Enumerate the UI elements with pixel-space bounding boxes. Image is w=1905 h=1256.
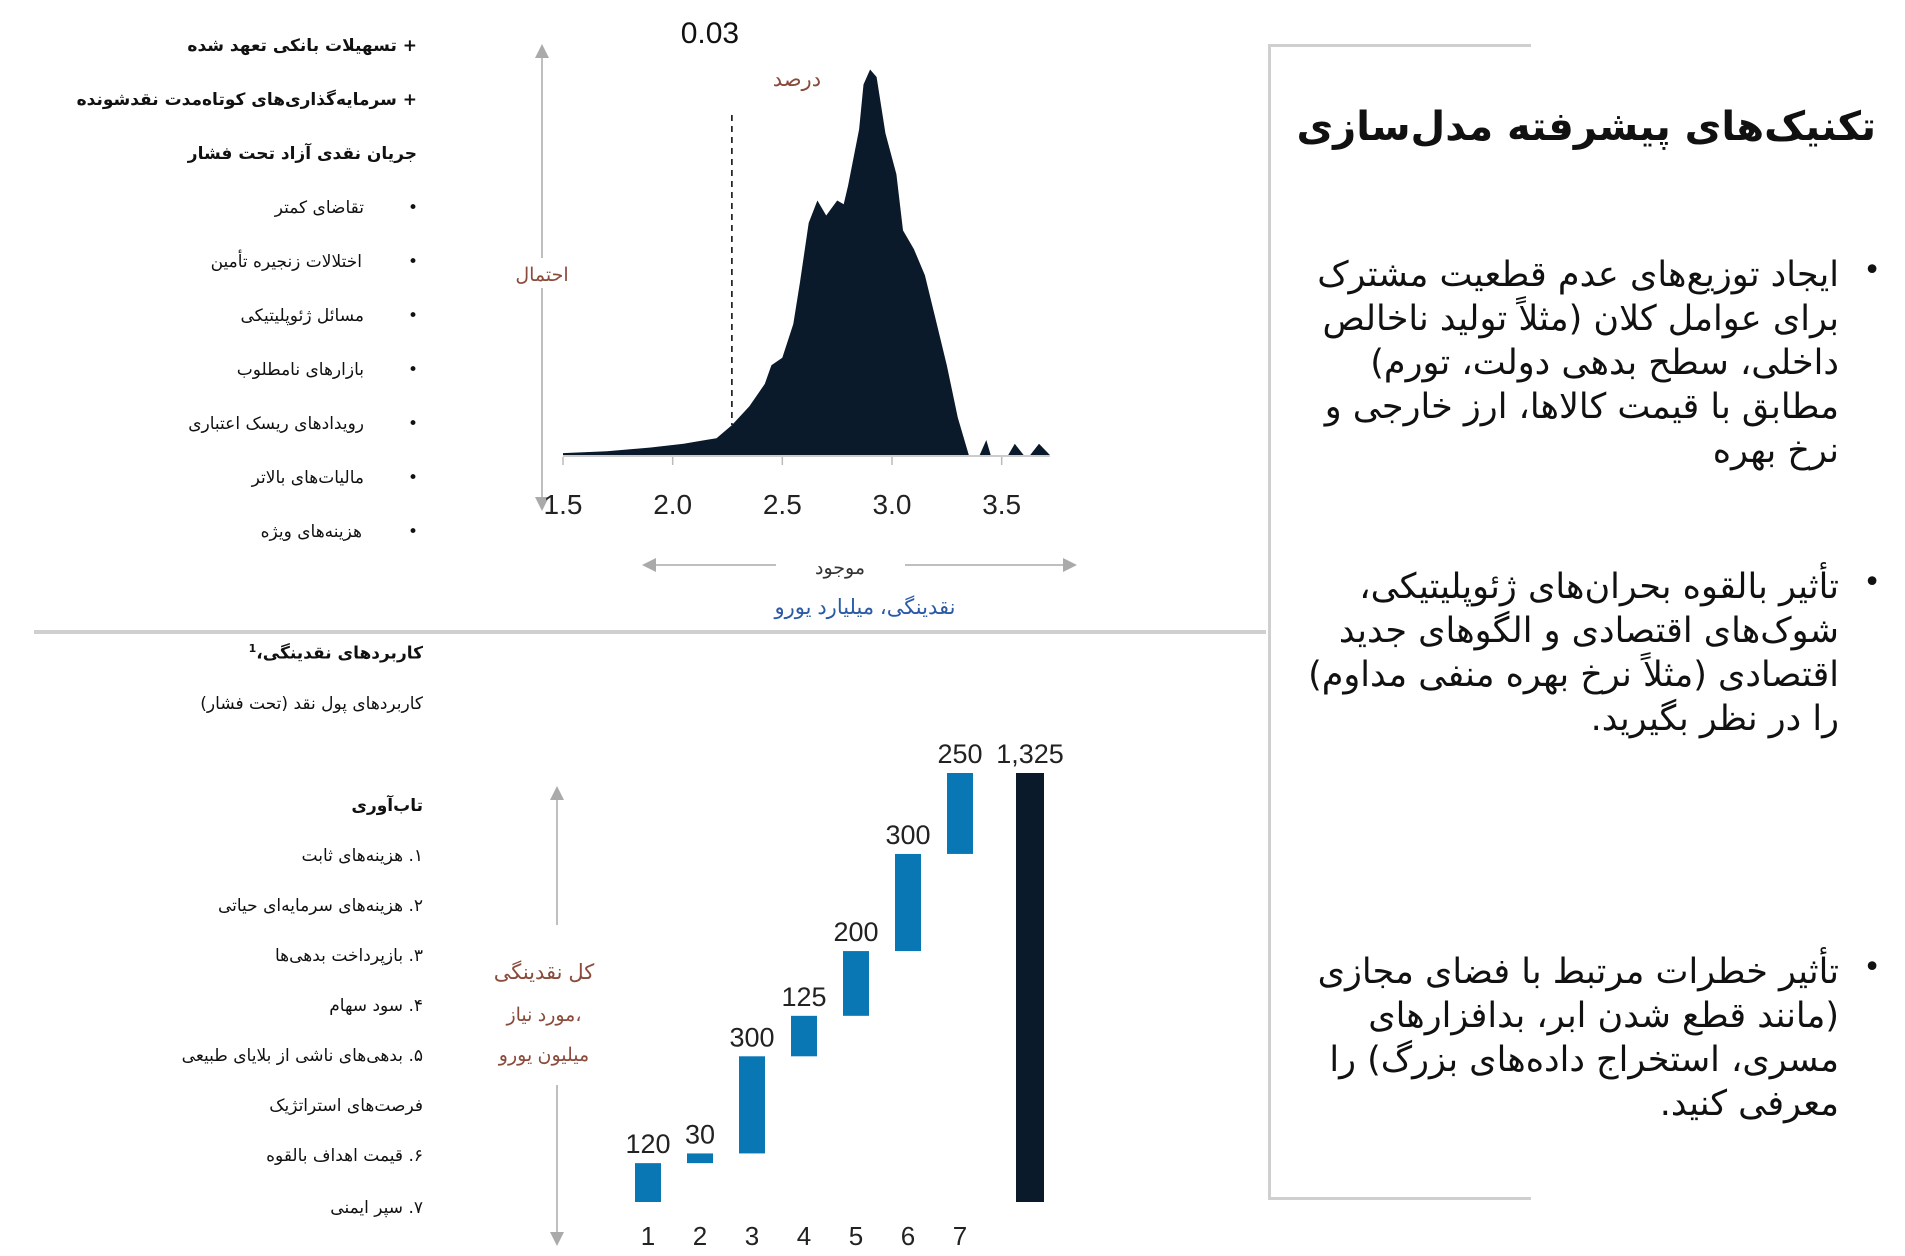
bar-value-label: 200 [833, 917, 879, 948]
page-title: تکنیک‌های پیشرفته مدل‌سازی [1296, 104, 1876, 150]
x-tick-label: 2.5 [762, 489, 802, 520]
bar-value-label: 125 [781, 981, 827, 1012]
waterfall-bar [687, 1153, 713, 1163]
waterfall-bar [791, 1016, 817, 1056]
list-item: اختلالات زنجیره تأمین [210, 252, 362, 272]
required-liquidity-label-line3: میلیون یورو [498, 1045, 590, 1066]
waterfall-bar [895, 854, 921, 951]
list-item: رویدادهای ریسک اعتباری [188, 414, 364, 434]
x-tick-label: 1.5 [543, 489, 583, 520]
bullet-dot: • [408, 360, 419, 380]
list-item: ۱. هزینه‌های ثابت [301, 846, 423, 866]
bullet-marker: • [1863, 565, 1881, 600]
list-item: مالیات‌های بالاتر [251, 468, 364, 488]
liquidity-uses-header: کاربردهای نقدینگی،$^1$ [248, 642, 423, 664]
list-item: ۳. بازپرداخت بدهی‌ها [274, 946, 423, 966]
bullet-dot: • [408, 252, 419, 272]
available-label: موجود [814, 558, 866, 579]
list-item: فرصت‌های استراتژیک [269, 1096, 423, 1116]
list-item: ۲. هزینه‌های سرمایه‌ای حیاتی [217, 896, 423, 916]
list-item: تقاضای کمتر [274, 198, 364, 218]
waterfall-bar [635, 1163, 661, 1202]
bar-value-label: 250 [937, 739, 983, 769]
waterfall-bars [625, 739, 1063, 1251]
category-label: 3 [744, 1221, 760, 1251]
list-item: ۶. قیمت اهداف بالقوه [266, 1146, 423, 1166]
x-tick-label: 2.0 [653, 489, 693, 520]
bar-value-label: 120 [625, 1129, 671, 1160]
required-liquidity-label-line1: کل نقدینگی [493, 961, 595, 984]
liquidity-waterfall-chart [480, 640, 1100, 1256]
bullet-dot: • [408, 414, 419, 434]
bullet-dot: • [408, 306, 419, 326]
short-term-investments-label: + سرمایه‌گذاری‌های کوتاه‌مدت نقدشونده [76, 90, 417, 110]
waterfall-bar [843, 951, 869, 1016]
x-tick-label: 3.0 [872, 489, 912, 520]
bullet-dot: • [408, 522, 419, 542]
bullet-item-1: ایجاد توزیع‌های عدم قطعیت مشترک برای عوامل کلان (مثلاً تولید ناخالص داخلی، سطح بدهی دولت، تورم) مطابق با قیمت کالاها، ارز خارجی و نرخ بهره [1317, 255, 1839, 471]
category-label: 5 [848, 1221, 864, 1251]
x-axis-title: نقدینگی، میلیارد یورو [774, 596, 956, 619]
annotation-label: درصد [772, 68, 822, 91]
bar-value-label: 300 [729, 1022, 775, 1053]
list-item: ۷. سپر ایمنی [330, 1198, 423, 1218]
cash-uses-subheader: کاربردهای پول نقد (تحت فشار) [200, 694, 423, 714]
category-label: 2 [692, 1221, 708, 1251]
bullet-marker: • [1863, 253, 1881, 288]
category-label: 1 [640, 1221, 656, 1251]
category-label: 7 [952, 1221, 968, 1251]
stressed-fcf-label: جریان نقدی آزاد تحت فشار [187, 144, 417, 164]
bar-value-label: 300 [885, 819, 931, 850]
bullet-marker: • [1863, 950, 1881, 985]
bullet-dot: • [408, 198, 419, 218]
distribution-area [563, 70, 1050, 456]
liquidity-distribution-chart [480, 0, 1100, 630]
waterfall-bar [947, 773, 973, 854]
category-label: 4 [796, 1221, 812, 1251]
total-value-label: 1,325 [996, 739, 1064, 769]
list-item: بازارهای نامطلوب [236, 360, 364, 380]
x-tick-label: 3.5 [982, 489, 1022, 520]
resilience-header: تاب‌آوری [351, 796, 423, 816]
list-item: مسائل ژئوپلیتیکی [240, 306, 364, 326]
section-divider [34, 630, 1266, 634]
required-liquidity-label-line2: مورد نیاز، [506, 1005, 582, 1026]
category-label: 6 [900, 1221, 916, 1251]
list-item: ۵. بدهی‌های ناشی از بلایای طبیعی [181, 1046, 423, 1066]
bullet-item-2: تأثیر بالقوه بحران‌های ژئوپلیتیکی، شوک‌های اقتصادی و الگوهای جدید اقتصادی (مثلاً نرخ بهره منفی مداوم) را در نظر بگیرید. [1308, 567, 1839, 739]
list-item: هزینه‌های ویژه [260, 522, 362, 542]
annotation-value: 0.03 [680, 17, 740, 50]
probability-axis-label: احتمال [515, 265, 569, 286]
bullet-dot: • [408, 468, 419, 488]
committed-facilities-label: + تسهیلات بانکی تعهد شده [187, 36, 417, 56]
bullet-item-3: تأثیر خطرات مرتبط با فضای مجازی (مانند قطع شدن ابر، بدافزارهای مسری، استخراج داده‌های بزرگ) را معرفی کنید. [1317, 952, 1839, 1124]
bar-value-label: 30 [684, 1119, 716, 1150]
waterfall-bar [739, 1056, 765, 1153]
total-bar [1016, 773, 1044, 1202]
x-axis-ticks [544, 457, 1022, 520]
list-item: ۴. سود سهام [329, 996, 423, 1016]
